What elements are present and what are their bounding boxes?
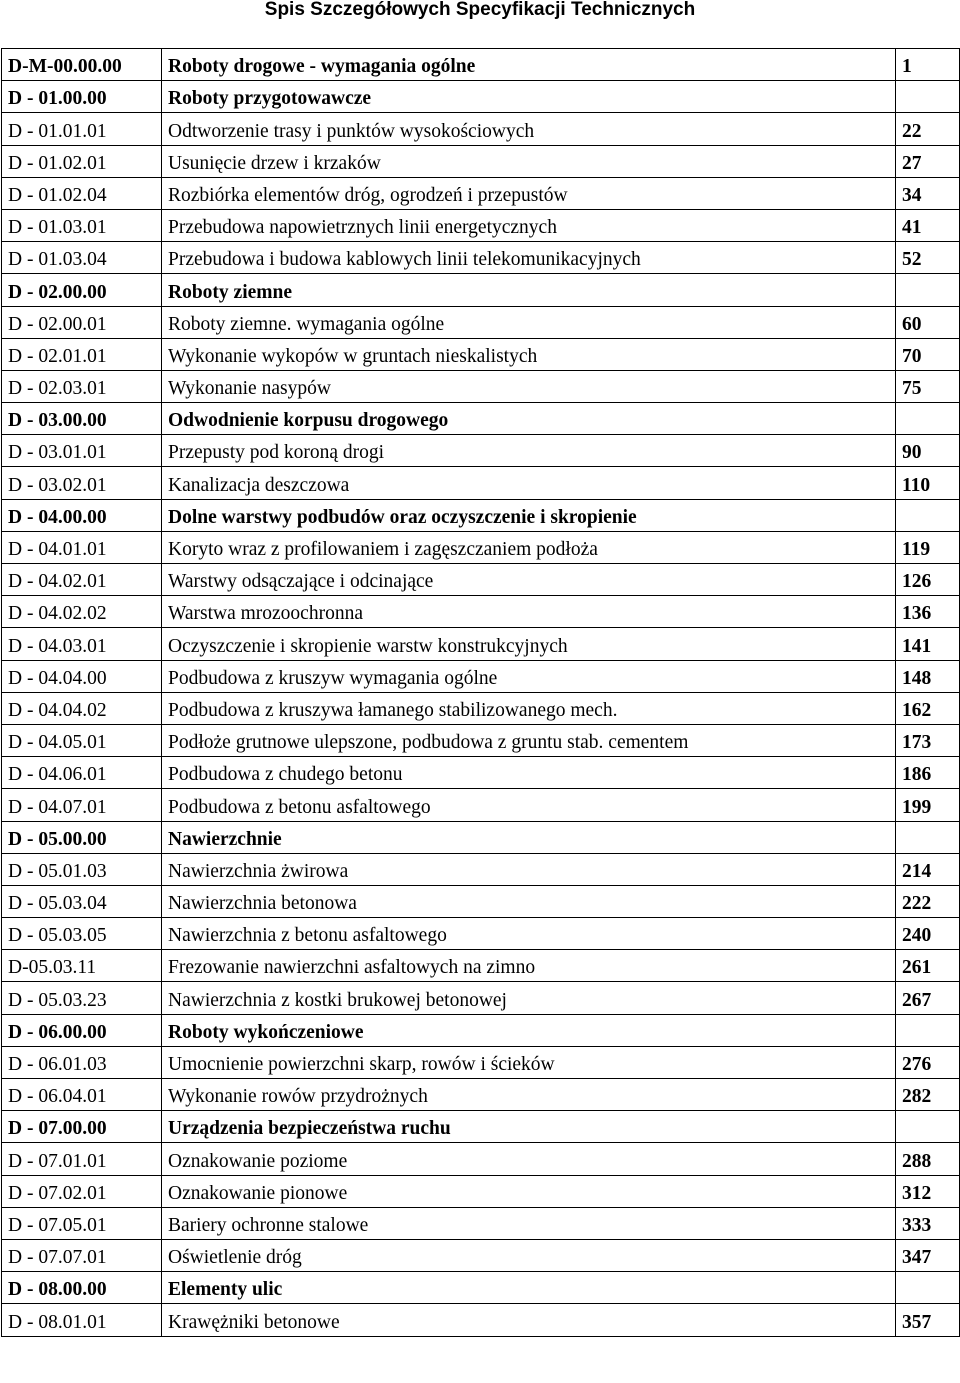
table-row	[2, 885, 960, 917]
spec-code-cell: D - 03.00.00	[2, 403, 162, 435]
section-header-row	[2, 1014, 960, 1046]
table-row	[2, 338, 960, 370]
table-row	[2, 145, 960, 177]
spec-title-cell: Umocnienie powierzchni skarp, rowów i ścieków	[162, 1046, 896, 1078]
page-number-cell: 333	[896, 1207, 960, 1239]
spec-title-cell: Nawierzchnie	[162, 821, 896, 853]
table-row	[2, 692, 960, 724]
page-number-cell	[896, 821, 960, 853]
page-number-cell: 186	[896, 757, 960, 789]
table-row	[2, 789, 960, 821]
spec-title-cell: Odtworzenie trasy i punktów wysokościowych	[162, 113, 896, 145]
page-number-cell: 162	[896, 692, 960, 724]
table-row	[2, 306, 960, 338]
page-number-cell: 288	[896, 1143, 960, 1175]
spec-code-cell: D - 01.02.01	[2, 145, 162, 177]
spec-code-cell: D - 05.03.04	[2, 885, 162, 917]
page-number-cell: 222	[896, 885, 960, 917]
spec-title-cell: Krawężniki betonowe	[162, 1304, 896, 1336]
page-number-cell: 22	[896, 113, 960, 145]
spec-code-cell: D - 02.00.01	[2, 306, 162, 338]
page-number-cell	[896, 1111, 960, 1143]
spec-title-cell: Dolne warstwy podbudów oraz oczyszczenie i skropienie	[162, 499, 896, 531]
spec-code-cell: D - 03.02.01	[2, 467, 162, 499]
spec-code-cell: D - 05.01.03	[2, 853, 162, 885]
table-row	[2, 950, 960, 982]
page-number-cell: 90	[896, 435, 960, 467]
table-row	[2, 435, 960, 467]
table-row	[2, 113, 960, 145]
section-header-row	[2, 499, 960, 531]
spec-title-cell: Odwodnienie korpusu drogowego	[162, 403, 896, 435]
page-number-cell: 357	[896, 1304, 960, 1336]
spec-code-cell: D - 04.03.01	[2, 628, 162, 660]
spec-code-cell: D - 04.04.02	[2, 692, 162, 724]
document-title: Spis Szczegółowych Specyfikacji Technicznych	[264, 0, 696, 20]
spec-code-cell: D - 08.00.00	[2, 1272, 162, 1304]
spec-title-cell: Warstwy odsączające i odcinające	[162, 564, 896, 596]
spec-code-cell: D - 04.01.01	[2, 531, 162, 563]
page-number-cell: 347	[896, 1239, 960, 1271]
section-header-row	[2, 49, 960, 81]
page-number-cell: 312	[896, 1175, 960, 1207]
spec-title-cell: Roboty przygotowawcze	[162, 81, 896, 113]
spec-title-cell: Przebudowa napowietrznych linii energetycznych	[162, 209, 896, 241]
spec-title-cell: Nawierzchnia z kostki brukowej betonowej	[162, 982, 896, 1014]
page-number-cell: 41	[896, 209, 960, 241]
spec-title-cell: Podbudowa z kruszyw wymagania ogólne	[162, 660, 896, 692]
table-row	[2, 242, 960, 274]
table-row	[2, 918, 960, 950]
section-header-row	[2, 81, 960, 113]
spec-code-cell: D - 05.00.00	[2, 821, 162, 853]
page-number-cell: 199	[896, 789, 960, 821]
spec-code-cell: D - 01.03.01	[2, 209, 162, 241]
spec-title-cell: Koryto wraz z profilowaniem i zagęszczaniem podłoża	[162, 531, 896, 563]
table-row	[2, 982, 960, 1014]
page-number-cell: 282	[896, 1079, 960, 1111]
page-number-cell: 119	[896, 531, 960, 563]
spec-title-cell: Nawierzchnia betonowa	[162, 885, 896, 917]
spec-code-cell: D - 07.02.01	[2, 1175, 162, 1207]
table-row	[2, 660, 960, 692]
page-number-cell: 276	[896, 1046, 960, 1078]
table-row	[2, 757, 960, 789]
spec-code-cell: D - 02.00.00	[2, 274, 162, 306]
specification-table-body	[2, 49, 960, 1337]
spec-code-cell: D - 04.06.01	[2, 757, 162, 789]
spec-code-cell: D - 04.05.01	[2, 724, 162, 756]
spec-title-cell: Kanalizacja deszczowa	[162, 467, 896, 499]
spec-code-cell: D - 05.03.23	[2, 982, 162, 1014]
section-header-row	[2, 403, 960, 435]
page-number-cell	[896, 403, 960, 435]
page-number-cell	[896, 499, 960, 531]
spec-code-cell: D - 01.00.00	[2, 81, 162, 113]
spec-title-cell: Oznakowanie poziome	[162, 1143, 896, 1175]
table-row	[2, 177, 960, 209]
spec-code-cell: D - 01.03.04	[2, 242, 162, 274]
spec-code-cell: D - 08.01.01	[2, 1304, 162, 1336]
spec-title-cell: Wykonanie wykopów w gruntach nieskalistych	[162, 338, 896, 370]
spec-title-cell: Roboty drogowe - wymagania ogólne	[162, 49, 896, 81]
spec-code-cell: D - 06.01.03	[2, 1046, 162, 1078]
spec-title-cell: Elementy ulic	[162, 1272, 896, 1304]
page-number-cell: 110	[896, 467, 960, 499]
section-header-row	[2, 821, 960, 853]
spec-title-cell: Roboty ziemne	[162, 274, 896, 306]
section-header-row	[2, 274, 960, 306]
spec-title-cell: Rozbiórka elementów dróg, ogrodzeń i przepustów	[162, 177, 896, 209]
page-number-cell: 60	[896, 306, 960, 338]
page-number-cell: 52	[896, 242, 960, 274]
page-number-cell: 126	[896, 564, 960, 596]
page-number-cell: 173	[896, 724, 960, 756]
spec-code-cell: D - 07.05.01	[2, 1207, 162, 1239]
spec-code-cell: D - 06.04.01	[2, 1079, 162, 1111]
spec-code-cell: D - 07.00.00	[2, 1111, 162, 1143]
table-row	[2, 1143, 960, 1175]
page-number-cell	[896, 274, 960, 306]
spec-code-cell: D - 04.00.00	[2, 499, 162, 531]
spec-title-cell: Usunięcie drzew i krzaków	[162, 145, 896, 177]
spec-code-cell: D - 07.07.01	[2, 1239, 162, 1271]
table-row	[2, 564, 960, 596]
spec-title-cell: Podbudowa z chudego betonu	[162, 757, 896, 789]
spec-code-cell: D - 01.01.01	[2, 113, 162, 145]
spec-code-cell: D - 04.02.01	[2, 564, 162, 596]
spec-code-cell: D - 02.01.01	[2, 338, 162, 370]
spec-title-cell: Wykonanie nasypów	[162, 370, 896, 402]
page-number-cell: 261	[896, 950, 960, 982]
page-number-cell: 34	[896, 177, 960, 209]
spec-title-cell: Przebudowa i budowa kablowych linii telekomunikacyjnych	[162, 242, 896, 274]
page-number-cell: 240	[896, 918, 960, 950]
spec-title-cell: Frezowanie nawierzchni asfaltowych na zimno	[162, 950, 896, 982]
table-row	[2, 1079, 960, 1111]
spec-title-cell: Wykonanie rowów przydrożnych	[162, 1079, 896, 1111]
spec-code-cell: D-05.03.11	[2, 950, 162, 982]
spec-code-cell: D - 07.01.01	[2, 1143, 162, 1175]
spec-code-cell: D - 06.00.00	[2, 1014, 162, 1046]
page-number-cell: 136	[896, 596, 960, 628]
spec-title-cell: Podłoże grutnowe ulepszone, podbudowa z gruntu stab. cementem	[162, 724, 896, 756]
spec-title-cell: Oznakowanie pionowe	[162, 1175, 896, 1207]
spec-title-cell: Podbudowa z kruszywa łamanego stabilizowanego mech.	[162, 692, 896, 724]
page-number-cell: 1	[896, 49, 960, 81]
table-row	[2, 531, 960, 563]
table-row	[2, 724, 960, 756]
spec-code-cell: D - 02.03.01	[2, 370, 162, 402]
spec-title-cell: Przepusty pod koroną drogi	[162, 435, 896, 467]
spec-code-cell: D - 04.02.02	[2, 596, 162, 628]
spec-title-cell: Nawierzchnia żwirowa	[162, 853, 896, 885]
specification-table	[1, 48, 960, 1337]
table-row	[2, 596, 960, 628]
spec-title-cell: Roboty wykończeniowe	[162, 1014, 896, 1046]
spec-code-cell: D-M-00.00.00	[2, 49, 162, 81]
spec-code-cell: D - 04.07.01	[2, 789, 162, 821]
spec-title-cell: Bariery ochronne stalowe	[162, 1207, 896, 1239]
spec-title-cell: Urządzenia bezpieczeństwa ruchu	[162, 1111, 896, 1143]
page-number-cell: 267	[896, 982, 960, 1014]
spec-code-cell: D - 03.01.01	[2, 435, 162, 467]
page-number-cell: 148	[896, 660, 960, 692]
spec-code-cell: D - 04.04.00	[2, 660, 162, 692]
page-number-cell	[896, 1014, 960, 1046]
spec-title-cell: Podbudowa z betonu asfaltowego	[162, 789, 896, 821]
page-number-cell	[896, 1272, 960, 1304]
table-row	[2, 467, 960, 499]
table-row	[2, 209, 960, 241]
spec-code-cell: D - 05.03.05	[2, 918, 162, 950]
spec-title-cell: Oczyszczenie i skropienie warstw konstrukcyjnych	[162, 628, 896, 660]
spec-title-cell: Nawierzchnia z betonu asfaltowego	[162, 918, 896, 950]
table-row	[2, 853, 960, 885]
page-number-cell: 214	[896, 853, 960, 885]
page-number-cell: 70	[896, 338, 960, 370]
table-row	[2, 1046, 960, 1078]
section-header-row	[2, 1111, 960, 1143]
page-number-cell: 27	[896, 145, 960, 177]
spec-title-cell: Oświetlenie dróg	[162, 1239, 896, 1271]
spec-title-cell: Roboty ziemne. wymagania ogólne	[162, 306, 896, 338]
table-row	[2, 1239, 960, 1271]
spec-code-cell: D - 01.02.04	[2, 177, 162, 209]
section-header-row	[2, 1272, 960, 1304]
page-number-cell: 141	[896, 628, 960, 660]
table-row	[2, 1304, 960, 1336]
page-number-cell	[896, 81, 960, 113]
spec-title-cell: Warstwa mrozoochronna	[162, 596, 896, 628]
table-row	[2, 628, 960, 660]
page-number-cell: 75	[896, 370, 960, 402]
table-row	[2, 370, 960, 402]
table-row	[2, 1207, 960, 1239]
table-row	[2, 1175, 960, 1207]
